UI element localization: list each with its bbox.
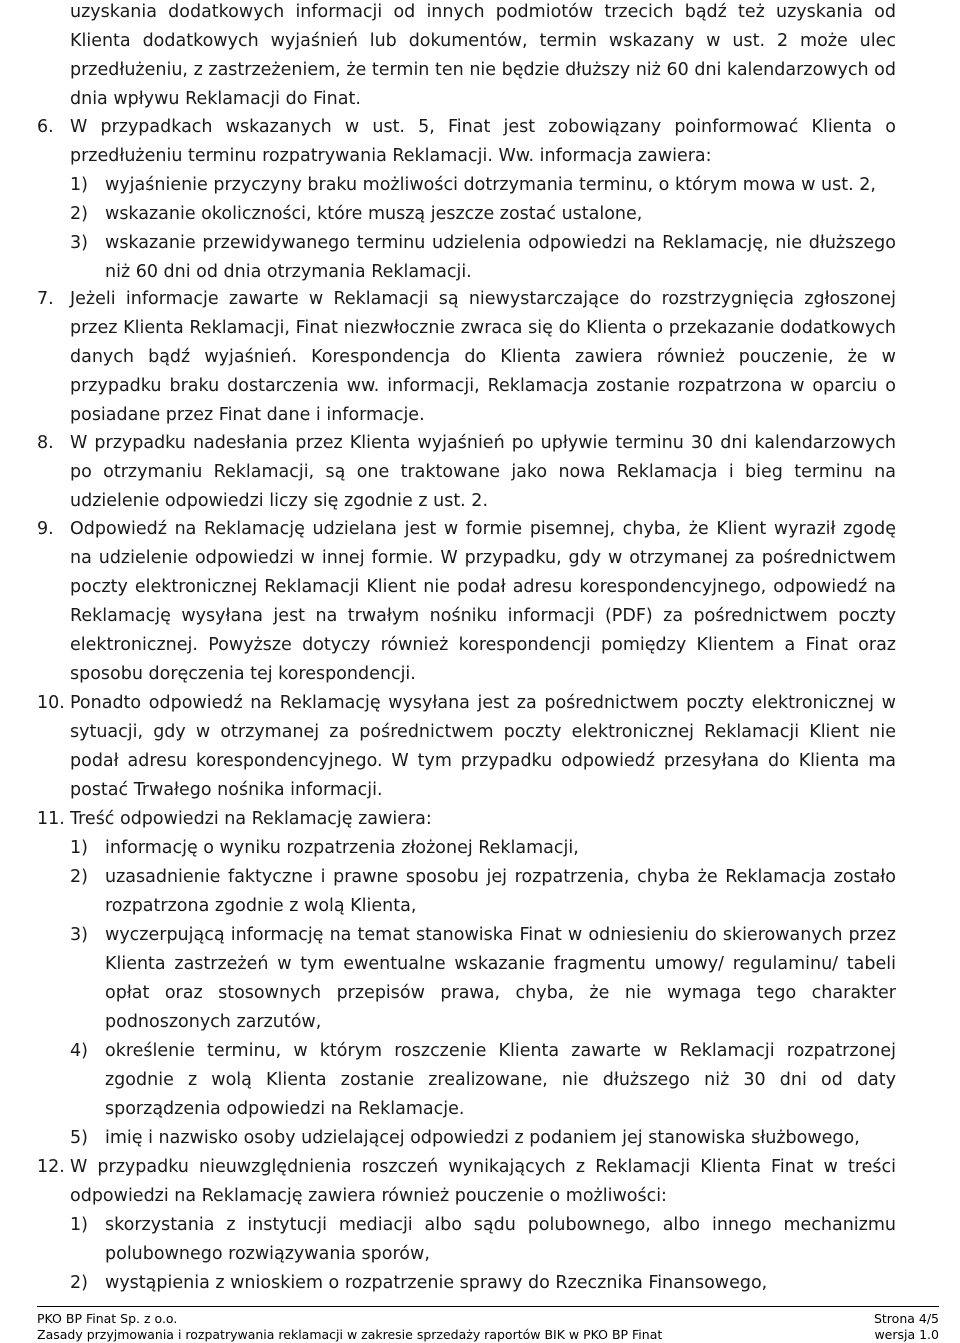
section-11-item-4-text: określenie terminu, w którym roszczenie Klienta zawarte w Reklamacji rozpatrzonej zgodnie z wolą Klienta zostanie zrealizowane, nie dłuższego niż 30 dni od daty sporządzenia odpowiedzi na Reklamacje. [105,1041,896,1119]
intro-paragraph: uzyskania dodatkowych informacji od innych podmiotów trzecich bądź też uzyskania od Klienta dodatkowych wyjaśnień lub dokumentów, termin wskazany w ust. 2 może ulec przedłużeniu, z zastrzeżeniem, że termin ten nie będzie dłuższy niż 60 dni kalendarzowych od dnia wpływu Reklamacji do Finat. [70,2,896,109]
section-12-item-2-number: 2) [70,1273,88,1293]
section-7-text: Jeżeli informacje zawarte w Reklamacji są niewystarczające do rozstrzygnięcia zgłoszonej przez Klienta Reklamacji, Finat niezwłocznie zwraca się do Klienta o przekazanie dodatkowych danych bądź wyjaśnień. Korespondencja do Klienta zawiera również pouczenie, że w przypadku braku dostarczenia ww. informacji, Reklamacja zostanie rozpatrzona w oparciu o posiadane przez Finat dane i informacje. [70,289,896,425]
section-11-item-5-number: 5) [70,1128,88,1148]
footer-company: PKO BP Finat Sp. z o.o. [37,1311,178,1326]
section-10-text: Ponadto odpowiedź na Reklamację wysyłana jest za pośrednictwem poczty elektronicznej w sytuacji, gdy w otrzymanej za pośrednictwem poczty elektronicznej Reklamacji Klient nie podał adresu korespondencyjnego. W tym przypadku odpowiedź przesyłana do Klienta ma postać Trwałego nośnika informacji. [70,693,896,800]
section-6-item-2-number: 2) [70,204,88,224]
page-footer [37,1306,939,1343]
section-12-text: W przypadku nieuwzględnienia roszczeń wynikających z Reklamacji Klienta Finat w treści odpowiedzi na Reklamację zawiera również pouczenie o możliwości: [70,1157,896,1206]
section-10-number: 10. [37,693,65,713]
section-6-item-1-number: 1) [70,175,88,195]
footer-version: wersja 1.0 [874,1327,939,1342]
section-6-item-1-text: wyjaśnienie przyczyny braku możliwości dotrzymania terminu, o którym mowa w ust. 2, [105,175,876,195]
section-6-item-3-number: 3) [70,233,88,253]
section-8-text: W przypadku nadesłania przez Klienta wyjaśnień po upływie terminu 30 dni kalendarzowych po otrzymaniu Reklamacji, są one traktowane jako nowa Reklamacja i bieg terminu na udzielenie odpowiedzi liczy się zgodnie z ust. 2. [70,433,896,511]
section-11-item-2-number: 2) [70,867,88,887]
section-11-item-3-text: wyczerpującą informację na temat stanowiska Finat w odniesieniu do skierowanych przez Klienta zastrzeżeń w tym ewentualne wskazanie fragmentu umowy/ regulaminu/ tabeli opłat oraz stosownych przepisów prawa, chyba, że nie wymaga tego charakter podnoszonych zarzutów, [105,925,896,1032]
section-12-item-1-text: skorzystania z instytucji mediacji albo sądu polubownego, albo innego mechanizmu polubownego rozwiązywania sporów, [105,1215,896,1264]
section-12-number: 12. [37,1157,65,1177]
section-11-text: Treść odpowiedzi na Reklamację zawiera: [70,809,432,829]
section-6-item-3-text: wskazanie przewidywanego terminu udzielenia odpowiedzi na Reklamację, nie dłuższego niż 60 dni od dnia otrzymania Reklamacji. [105,233,896,282]
section-11-item-2-text: uzasadnienie faktyczne i prawne sposobu jej rozpatrzenia, chyba że Reklamacja zostało rozpatrzona zgodnie z wolą Klienta, [105,867,896,916]
section-11-item-5-text: imię i nazwisko osoby udzielającej odpowiedzi z podaniem jej stanowiska służbowego, [105,1128,860,1148]
section-6-item-2-text: wskazanie okoliczności, które muszą jeszcze zostać ustalone, [105,204,643,224]
section-11-item-1-number: 1) [70,838,88,858]
section-11-item-1-text: informację o wyniku rozpatrzenia złożonej Reklamacji, [105,838,579,858]
section-6-number: 6. [37,117,54,137]
section-12-item-2-text: wystąpienia z wnioskiem o rozpatrzenie sprawy do Rzecznika Finansowego, [105,1273,768,1293]
section-6-text: W przypadkach wskazanych w ust. 5, Finat jest zobowiązany poinformować Klienta o przedłużeniu terminu rozpatrywania Reklamacji. Ww. informacja zawiera: [70,117,896,166]
section-9-number: 9. [37,519,54,539]
section-8-number: 8. [37,433,54,453]
section-11-number: 11. [37,809,65,829]
footer-document-title: Zasady przyjmowania i rozpatrywania reklamacji w zakresie sprzedaży raportów BIK w PKO BP Finat [37,1327,663,1342]
section-11-item-3-number: 3) [70,925,88,945]
footer-page-number: Strona 4/5 [873,1311,939,1326]
section-11-item-4-number: 4) [70,1041,88,1061]
footer-row-bottom [37,1327,939,1343]
section-12-item-1-number: 1) [70,1215,88,1235]
footer-row-top [37,1311,939,1327]
section-7-number: 7. [37,289,54,309]
section-9-text: Odpowiedź na Reklamację udzielana jest w formie pisemnej, chyba, że Klient wyraził zgodę na udzielenie odpowiedzi w innej formie. W przypadku, gdy w otrzymanej za pośrednictwem poczty elektronicznej Reklamacji Klient nie podał adresu korespondencyjnego, odpowiedź na Reklamację wysyłana jest na trwałym nośniku informacji (PDF) za pośrednictwem poczty elektronicznej. Powyższe dotyczy również korespondencji pomiędzy Klientem a Finat oraz sposobu doręczenia tej korespondencji. [70,519,896,684]
